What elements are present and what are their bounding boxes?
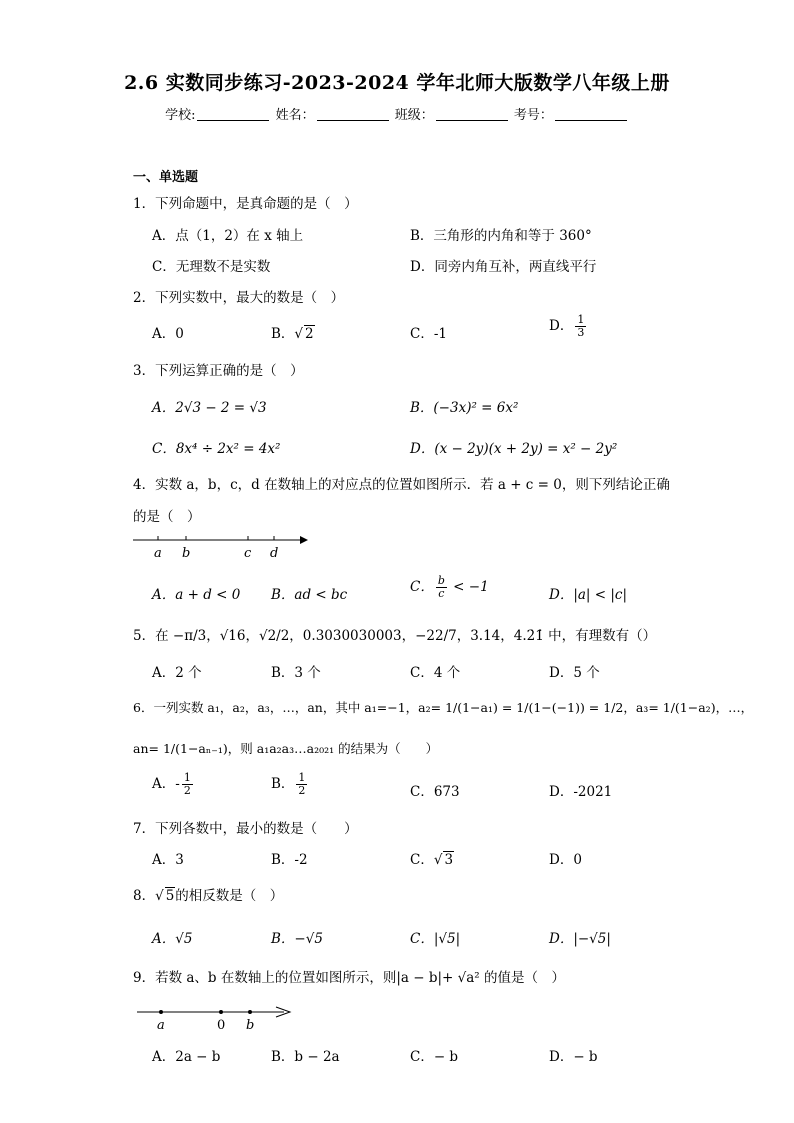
q9-option-c: C．− b <box>410 1049 459 1065</box>
q4-option-c: C． $\frac{b}{c}$ < −1 <box>410 574 489 600</box>
q7-option-d: D．0 <box>549 852 582 868</box>
q4-number-line <box>130 530 310 562</box>
q2-stem: 2．下列实数中，最大的数是（ ） <box>133 290 345 306</box>
q6-option-b: B． $\frac{1}{2}$ <box>271 771 306 797</box>
q1-option-b: B．三角形的内角和等于 360° <box>410 228 592 244</box>
q8-radicand: 5 <box>165 888 175 904</box>
q9-label-a: a <box>157 1018 165 1033</box>
q6-option-a: A．- $\frac{1}{2}$ <box>152 771 191 797</box>
class-blank <box>436 108 508 121</box>
q5-stem: 5．在 −π/3，√16，√2/2，0.3030030003，−22/7，3.14，4.2̇1̇ 中，有理数有（） <box>133 628 657 644</box>
q6-stem-line1: 6．一列实数 a₁，a₂，a₃，…，an，其中 a₁=−1，a₂= 1/(1−a₁) = 1/(1−(−1)) = 1/2，a₃= 1/(1−a₂)，…， <box>133 700 754 715</box>
id-blank <box>555 108 627 121</box>
q3-option-c: C．8x⁴ ÷ 2x² = 4x² <box>152 441 281 457</box>
q7-option-c: C．√ 3 <box>410 852 454 868</box>
q3-option-b: B．(−3x)² = 6x² <box>410 400 519 416</box>
q1-option-a: A．点（1，2）在 x 轴上 <box>152 228 304 244</box>
q2-option-c: C．-1 <box>410 326 447 342</box>
q9-option-b: B．b − 2a <box>271 1049 340 1065</box>
school-label: 学校: <box>165 108 196 123</box>
q9-point-b <box>248 1010 252 1014</box>
q9-label-b: b <box>246 1018 255 1033</box>
q4-label-b: b <box>182 546 191 561</box>
q8-option-a: A．√5 <box>152 931 193 947</box>
q9-number-line <box>134 1002 294 1034</box>
q5-option-b: B．3 个 <box>271 665 321 681</box>
section-title: 一、单选题 <box>133 170 199 185</box>
q8-option-b: B．−√5 <box>271 931 323 947</box>
q4-c-fraction: $\frac{b}{c}$ <box>437 574 445 600</box>
q2-option-b: B．√ 2 <box>271 326 314 342</box>
q8-option-d: D．|−√5| <box>549 931 611 947</box>
q9-point-a <box>159 1010 163 1014</box>
q4-arrow <box>300 536 308 544</box>
q6-option-d: D．-2021 <box>549 784 613 800</box>
q5-option-a: A．2 个 <box>152 665 202 681</box>
class-label: 班级： <box>394 108 434 123</box>
q5-option-d: D．5 个 <box>549 665 600 681</box>
q1-option-d: D．同旁内角互补，两直线平行 <box>410 259 597 275</box>
q9-option-a: A．2a − b <box>152 1049 221 1065</box>
q4-stem-line2: 的是（ ） <box>133 509 201 525</box>
q1-stem: 1．下列命题中，是真命题的是（ ） <box>133 196 358 212</box>
name-label: 姓名： <box>275 108 315 123</box>
name-blank <box>317 108 389 121</box>
q8-stem: 8．√ 5的相反数是（ ） <box>133 888 284 904</box>
q6-option-c: C．673 <box>410 784 460 800</box>
q2-b-radicand: 2 <box>305 326 314 342</box>
q3-stem: 3．下列运算正确的是（ ） <box>133 363 304 379</box>
student-info-line <box>0 104 794 123</box>
q7-stem: 7．下列各数中，最小的数是（ ） <box>133 821 358 837</box>
q5-option-c: C．4 个 <box>410 665 461 681</box>
q3-option-d: D．(x − 2y)(x + 2y) = x² − 2y² <box>410 441 618 457</box>
q6-b-fraction: $\frac{1}{2}$ <box>298 771 306 797</box>
q9-stem: 9．若数 a、b 在数轴上的位置如图所示，则|a − b|+ √a² 的值是（ ） <box>133 970 565 986</box>
id-label: 考号： <box>513 108 553 123</box>
q4-label-a: a <box>154 546 162 561</box>
q7-c-radicand: 3 <box>444 852 454 868</box>
q6-stem-line2: an= 1/(1−aₙ₋₁)，则 a₁a₂a₃…a₂₀₂₁ 的结果为（ ） <box>133 741 439 756</box>
q4-label-d: d <box>270 546 279 561</box>
page-title: 2.6 实数同步练习-2023-2024 学年北师大版数学八年级上册 <box>124 72 670 94</box>
school-blank <box>197 108 269 121</box>
q4-option-d: D．|a| < |c| <box>549 587 628 603</box>
q2-option-a: A．0 <box>152 326 184 342</box>
q7-option-a: A．3 <box>152 852 184 868</box>
q6-a-fraction: $\frac{1}{2}$ <box>183 771 191 797</box>
q4-label-c: c <box>244 546 252 561</box>
q1-option-c: C．无理数不是实数 <box>152 259 271 275</box>
q4-stem-line1: 4．实数 a，b，c，d 在数轴上的对应点的位置如图所示．若 a + c = 0，则下列结论正确 <box>133 477 670 493</box>
q9-label-0: 0 <box>217 1018 226 1033</box>
q7-option-b: B．-2 <box>271 852 308 868</box>
q2-option-d: D． $\frac{1}{3}$ <box>549 313 585 339</box>
q4-option-a: A．a + d < 0 <box>152 587 241 603</box>
q2-d-fraction: $\frac{1}{3}$ <box>577 313 585 339</box>
q8-option-c: C．|√5| <box>410 931 461 947</box>
q9-option-d: D．− b <box>549 1049 598 1065</box>
q4-option-b: B．ad < bc <box>271 587 348 603</box>
q9-point-0 <box>219 1010 223 1014</box>
q3-option-a: A．2√3 − 2 = √3 <box>152 400 267 416</box>
